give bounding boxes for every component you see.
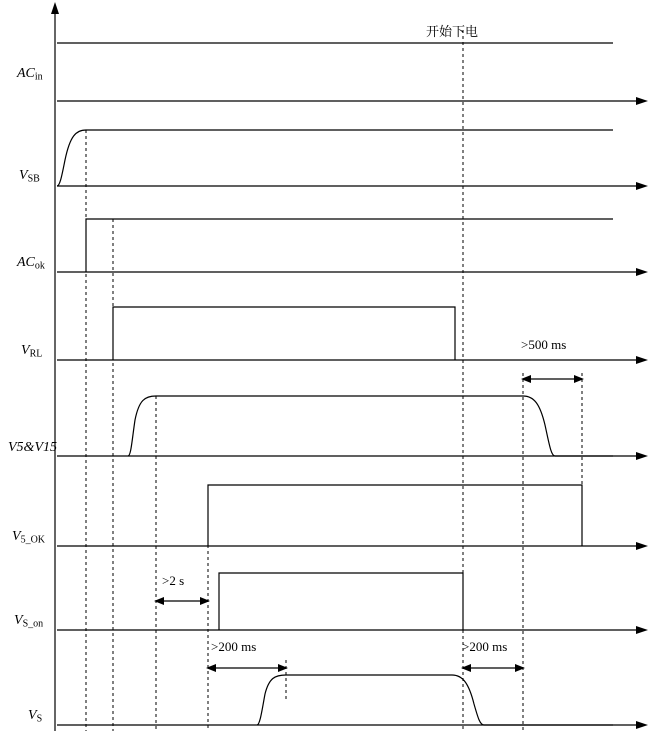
ac-ok-axis-arrow bbox=[636, 268, 648, 276]
signal-label-v5-ok bbox=[12, 529, 45, 546]
signal-label-v-rl-main: V bbox=[21, 343, 30, 358]
signal-label-v-sb-main: V bbox=[19, 168, 28, 183]
annotation-500ms: >500 ms bbox=[521, 337, 567, 352]
vs-waveform bbox=[257, 675, 613, 725]
signal-label-vs bbox=[28, 708, 42, 725]
signal-label-v-sb-sub: SB bbox=[27, 173, 40, 185]
signal-label-vs-sub: S bbox=[36, 713, 43, 725]
signal-label-ac-in-main: AC bbox=[17, 66, 35, 81]
signal-label-ac-ok-sub: ok bbox=[34, 260, 45, 272]
v-sb-waveform bbox=[57, 130, 613, 186]
v-sb-axis-arrow bbox=[636, 182, 648, 190]
v5-v15-axis-arrow bbox=[636, 452, 648, 460]
signal-label-v-sb bbox=[19, 168, 40, 185]
annotation-power-down-start: 开始下电 bbox=[426, 25, 479, 40]
signal-label-ac-ok bbox=[17, 255, 45, 272]
signal-label-v-rl-sub: RL bbox=[29, 348, 43, 360]
annotation-200ms-1: >200 ms bbox=[211, 639, 257, 654]
vs-on-axis-arrow bbox=[636, 626, 648, 634]
arrow-200ms-2-left-head bbox=[461, 664, 471, 672]
signal-label-ac-ok-main: AC bbox=[17, 255, 35, 270]
vs-axis-arrow bbox=[636, 721, 648, 729]
v-rl-axis-arrow bbox=[636, 356, 648, 364]
signal-label-vs-on-sub: S_on bbox=[22, 618, 44, 630]
signal-label-v-rl bbox=[21, 343, 42, 360]
annotation-2s: >2 s bbox=[162, 573, 185, 588]
signal-label-ac-in-sub: in bbox=[34, 71, 43, 83]
v5-v15-waveform bbox=[128, 396, 613, 456]
ac-ok-waveform bbox=[86, 219, 613, 272]
arrow-200ms-2-right-head bbox=[515, 664, 525, 672]
arrow-200ms-1-right-head bbox=[278, 664, 288, 672]
v5-ok-waveform bbox=[208, 485, 582, 546]
signal-label-v5-v15-main: V5&V15 bbox=[8, 440, 57, 455]
signal-label-vs-main: V bbox=[28, 708, 37, 723]
signal-label-ac-in bbox=[17, 66, 43, 83]
signal-label-v5-v15 bbox=[8, 440, 57, 456]
ac-in-axis-arrow bbox=[636, 97, 648, 105]
arrow-2s-left-head bbox=[154, 597, 164, 605]
signal-label-v5-ok-main: V bbox=[12, 529, 21, 544]
signal-label-vs-on bbox=[14, 613, 43, 630]
vertical-axis-arrow bbox=[51, 2, 59, 14]
v5-ok-axis-arrow bbox=[636, 542, 648, 550]
vs-on-waveform bbox=[219, 573, 463, 630]
annotation-200ms-2: >200 ms bbox=[462, 639, 508, 654]
signal-label-v5-ok-sub: 5_OK bbox=[20, 534, 46, 546]
v-rl-waveform bbox=[113, 307, 455, 360]
signal-label-vs-on-main: V bbox=[14, 613, 23, 628]
arrow-2s-right-head bbox=[200, 597, 210, 605]
